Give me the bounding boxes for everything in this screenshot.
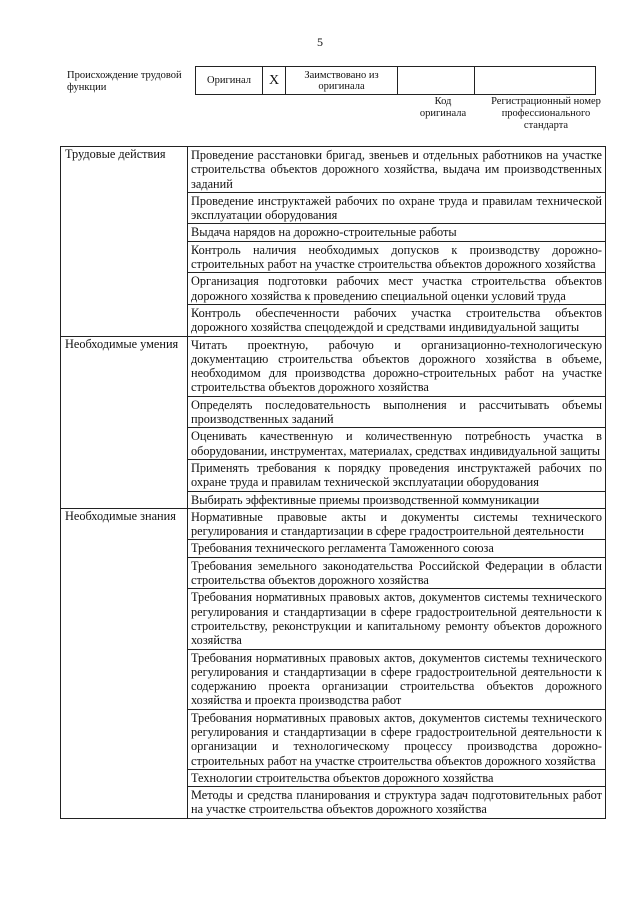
page-number: 5: [317, 35, 323, 49]
section-item: Выбирать эффективные приемы производственной коммуникации: [188, 491, 606, 508]
section-label: Трудовые действия: [61, 147, 188, 337]
section-label: Необходимые знания: [61, 508, 188, 818]
registration-caption: Регистрационный номер профессионального стандарта: [491, 96, 601, 131]
section-item: Требования нормативных правовых актов, документов системы технического регулирования и стандартизации в сфере градостроительной деятельности к содержанию проекта организации строительства объектов дорожного хозяйства и проекта производства работ: [188, 649, 606, 709]
section-item: Методы и средства планирования и структура задач подготовительных работ на участке строительства объектов дорожного хозяйства: [188, 787, 606, 819]
section-item: Требования нормативных правовых актов, документов системы технического регулирования и стандартизации в сфере градостроительной деятельности к организации и технологическому процессу производства дорожно-строительных работ на участке строительства объектов дорожного хозяйства: [188, 709, 606, 769]
section-item: Оценивать качественную и количественную потребность участка в оборудовании, инструментах, материалах, средствах индивидуальной защиты: [188, 428, 606, 460]
section-item: Применять требования к порядку проведения инструктажей рабочих по охране труда и правилам технической эксплуатации оборудования: [188, 459, 606, 491]
section-item: Определять последовательность выполнения и рассчитывать объемы производственных заданий: [188, 396, 606, 428]
section-item: Контроль наличия необходимых допусков к производству дорожно-строительных работ на участке строительства объектов дорожного хозяйства: [188, 241, 606, 273]
code-cell: [398, 67, 475, 95]
table-row: [61, 336, 606, 396]
section-item: Технологии строительства объектов дорожного хозяйства: [188, 769, 606, 786]
table-row: [61, 147, 606, 193]
section-item: Требования технического регламента Таможенного союза: [188, 540, 606, 557]
original-label: Оригинал: [196, 67, 263, 95]
section-item: Проведение расстановки бригад, звеньев и отдельных работников на участке строительства объектов дорожного хозяйства, выдача им производственных заданий: [188, 147, 606, 193]
section-item: Нормативные правовые акты и документы системы технического регулирования и стандартизации в сфере градостроительной деятельности: [188, 508, 606, 540]
function-table: [60, 146, 606, 819]
section-item: Требования земельного законодательства Российской Федерации в области строительства объектов дорожного хозяйства: [188, 557, 606, 589]
section-item: Выдача нарядов на дорожно-строительные работы: [188, 224, 606, 241]
section-item: Читать проектную, рабочую и организационно-технологическую документацию строительства объектов дорожного хозяйства в объеме, необходимом для производства дорожно-строительных работ на участке строительства объектов дорожного хозяйства: [188, 336, 606, 396]
section-item: Проведение инструктажей рабочих по охране труда и правилам технической эксплуатации оборудования: [188, 192, 606, 224]
section-label: Необходимые умения: [61, 336, 188, 508]
registration-cell: [475, 67, 596, 95]
section-item: Контроль обеспеченности рабочих участка строительства объектов дорожного хозяйства спецодеждой и средствами индивидуальной защиты: [188, 304, 606, 336]
section-item: Требования нормативных правовых актов, документов системы технического регулирования и стандартизации в сфере градостроительной деятельности к строительству, реконструкции и капитальному ремонту объектов дорожного хозяйства: [188, 589, 606, 649]
origin-table: [195, 66, 596, 95]
original-mark: X: [263, 67, 286, 95]
code-caption: Код оригинала: [419, 96, 467, 119]
origin-label: Происхождение трудовой функции: [67, 70, 182, 93]
table-row: [61, 508, 606, 540]
borrowed-label: Заимствовано из оригинала: [286, 67, 398, 95]
section-item: Организация подготовки рабочих мест участка строительства объектов дорожного хозяйства к проведению специальной оценки условий труда: [188, 273, 606, 305]
